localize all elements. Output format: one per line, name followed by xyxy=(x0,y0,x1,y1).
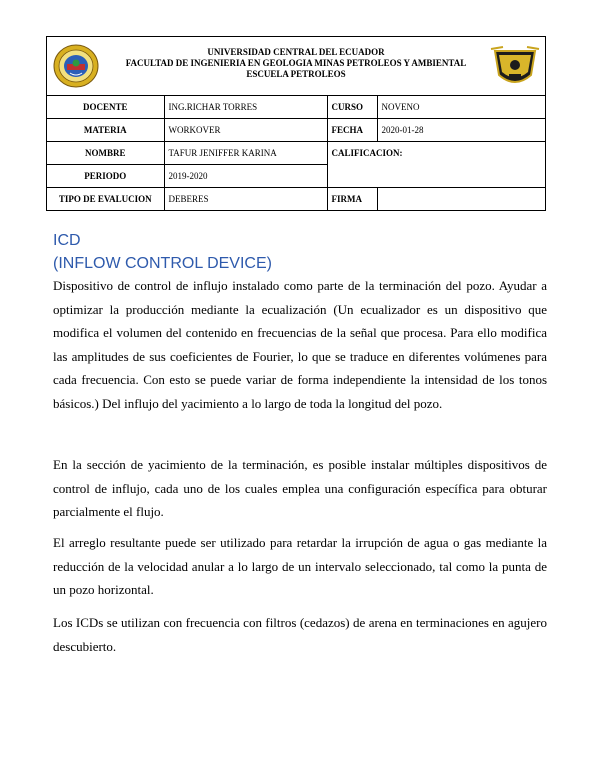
firma-label: FIRMA xyxy=(327,188,377,211)
docente-label: DOCENTE xyxy=(47,96,164,119)
section-heading-icd-full: (INFLOW CONTROL DEVICE) xyxy=(53,255,272,272)
school-shield-icon xyxy=(489,41,541,91)
calificacion-label: CALIFICACION: xyxy=(327,142,545,188)
header-info-table xyxy=(47,96,545,210)
table-row xyxy=(47,142,545,165)
institution-title xyxy=(107,47,485,80)
section-heading-icd: ICD xyxy=(53,232,81,249)
table-row xyxy=(47,96,545,119)
paragraph-installation: En la sección de yacimiento de la terminación, es posible instalar múltiples dispositivos de control de influjo, cada uno de los cuales emplea una configuración específica para obturar parcialmente el flujo. xyxy=(53,457,547,519)
table-row xyxy=(47,119,545,142)
curso-value: NOVENO xyxy=(377,96,545,119)
periodo-value: 2019-2020 xyxy=(164,165,327,188)
fecha-value: 2020-01-28 xyxy=(377,119,545,142)
nombre-value: TAFUR JENIFFER KARINA xyxy=(164,142,327,165)
docente-value: ING.RICHAR TORRES xyxy=(164,96,327,119)
faculty-name: FACULTAD DE INGENIERIA EN GEOLOGIA MINAS PETROLEOS Y AMBIENTAL xyxy=(125,58,467,68)
paragraph-arrangement: El arreglo resultante puede ser utilizado para retardar la irrupción de agua o gas mediante la reducción de la velocidad anular a lo largo de un intervalo seleccionado, tal como la punta de un pozo horizontal. xyxy=(53,535,547,597)
paragraph-usage: Los ICDs se utilizan con frecuencia con filtros (cedazos) de arena en terminaciones en agujero descubierto. xyxy=(53,615,547,654)
periodo-label: PERIODO xyxy=(47,165,164,188)
faculty-logo-icon xyxy=(53,43,99,89)
university-name: UNIVERSIDAD CENTRAL DEL ECUADOR xyxy=(207,47,385,57)
tipo-evaluacion-label: TIPO DE EVALUCION xyxy=(47,188,164,211)
paragraph-definition: Dispositivo de control de influjo instalado como parte de la terminación del pozo. Ayudar a optimizar la producción mediante la ecualización (Un ecualizador es un dispositivo que modifica el volumen del contenido en frecuencias de la señal que procesa. Para ello modifica las amplitudes de sus coeficientes de Fourier, lo que se traduce en diferentes volúmenes para cada frecuencia. Con esto se puede variar de forma independiente la intensidad de los tonos básicos.) Del influjo del yacimiento a lo largo de toda la longitud del pozo. xyxy=(53,278,547,411)
curso-label: CURSO xyxy=(327,96,377,119)
header-title-row xyxy=(47,37,545,96)
table-row xyxy=(47,188,545,211)
school-name: ESCUELA PETROLEOS xyxy=(246,69,346,79)
document-header xyxy=(46,36,546,211)
tipo-evaluacion-value: DEBERES xyxy=(164,188,327,211)
materia-label: MATERIA xyxy=(47,119,164,142)
firma-value xyxy=(377,188,545,211)
materia-value: WORKOVER xyxy=(164,119,327,142)
nombre-label: NOMBRE xyxy=(47,142,164,165)
fecha-label: FECHA xyxy=(327,119,377,142)
